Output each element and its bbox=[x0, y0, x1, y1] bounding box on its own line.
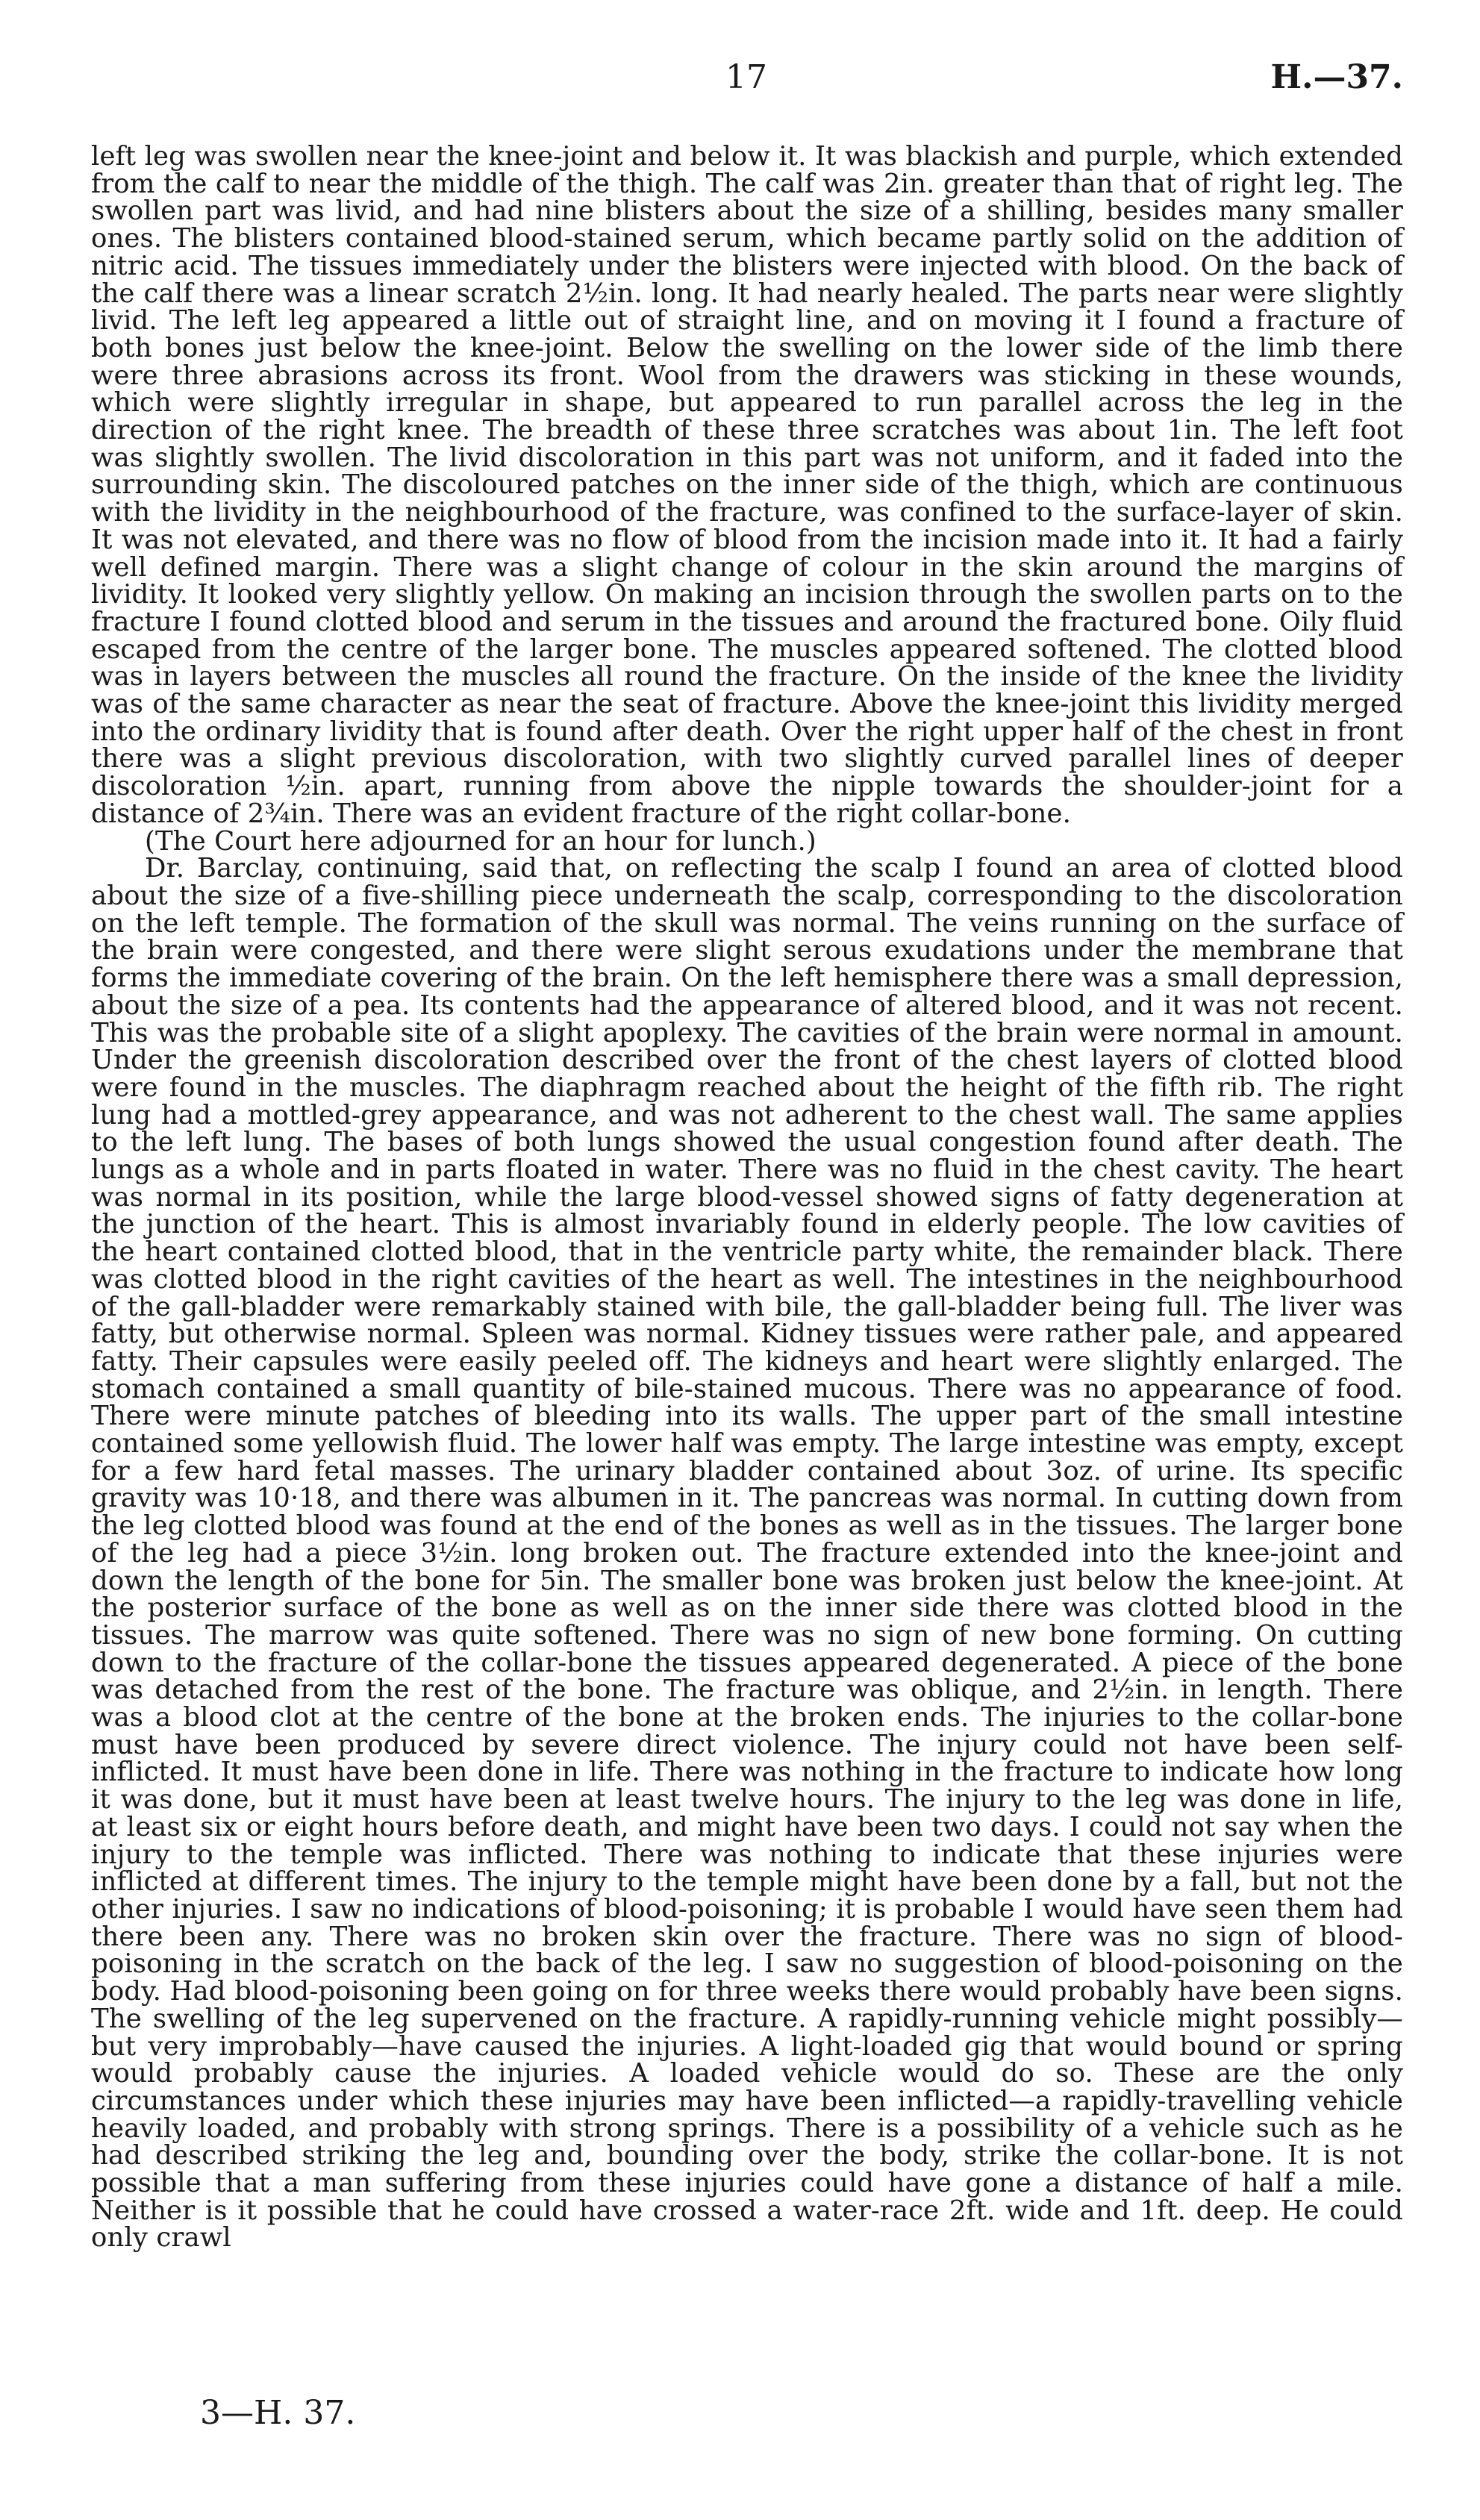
document-reference: H.—37. bbox=[1270, 58, 1403, 96]
page-header bbox=[90, 58, 1403, 110]
page-number: 17 bbox=[725, 58, 767, 96]
signature-mark: 3—H. 37. bbox=[200, 2394, 356, 2432]
court-adjournment-note: (The Court here adjourned for an hour for lunch.) bbox=[145, 825, 817, 857]
paragraph-continuation: left leg was swollen near the knee-joint and below it. It was blackish and purple, which extended from the calf to near the middle of the thigh. The calf was 2in. greater than that of right leg. The swollen part was livid, and had nine blisters about the size of a shilling, besides many smaller ones. The blisters contained blood-stained serum, which became partly solid on the addition of nitric acid. The tissues immediately under the blisters were injected with blood. On the back of the calf there was a linear scratch 2½in. long. It had nearly healed. The parts near were slightly livid. The left leg appeared a little out of straight line, and on moving it I found a fracture of both bones just below the knee-joint. Below the swelling on the lower side of the limb there were three abrasions across its front. Wool from the drawers was sticking in these wounds, which were slightly irregular in shape, but appeared to run parallel across the leg in the direction of the right knee. The breadth of these three scratches was about 1in. The left foot was slightly swollen. The livid discoloration in this part was not uniform, and it faded into the surrounding skin. The discoloured patches on the inner side of the thigh, which are continuous with the lividity in the neighbourhood of the fracture, was confined to the surface-layer of skin. It was not elevated, and there was no flow of blood from the incision made into it. It had a fairly well defined margin. There was a slight change of colour in the skin around the margins of lividity. It looked very slightly yellow. On making an incision through the swollen parts on to the fracture I found clotted blood and serum in the tissues and around the fractured bone. Oily fluid escaped from the centre of the larger bone. The muscles appeared softened. The clotted blood was in layers between the muscles all round the fracture. On the inside of the knee the lividity was of the same character as near the seat of fracture. Above the knee-joint this lividity merged into the ordinary lividity that is found after death. Over the right upper half of the chest in front there was a slight previous discoloration, with two slightly curved parallel lines of deeper discoloration ½in. apart, running from above the nipple towards the shoulder-joint for a distance of 2¾in. There was an evident fracture of the right collar-bone. bbox=[91, 141, 1403, 829]
body-text bbox=[91, 143, 1403, 2252]
paragraph-barclay-testimony: Dr. Barclay, continuing, said that, on reflecting the scalp I found an area of clotted blood about the size of a five-shilling piece underneath the scalp, corresponding to the discoloration on the left temple. The formation of the skull was normal. The veins running on the surface of the brain were congested, and there were slight serous exudations under the membrane that forms the immediate covering of the brain. On the left hemisphere there was a small depression, about the size of a pea. Its contents had the appearance of altered blood, and it was not recent. This was the probable site of a slight apoplexy. The cavities of the brain were normal in amount. Under the greenish discoloration described over the front of the chest layers of clotted blood were found in the muscles. The diaphragm reached about the height of the fifth rib. The right lung had a mottled-grey appearance, and was not adherent to the chest wall. The same applies to the left lung. The bases of both lungs showed the usual congestion found after death. The lungs as a whole and in parts floated in water. There was no fluid in the chest cavity. The heart was normal in its position, while the large blood-vessel showed signs of fatty degeneration at the junction of the heart. This is almost invariably found in elderly people. The low cavities of the heart contained clotted blood, that in the ventricle party white, the remainder black. There was clotted blood in the right cavities of the heart as well. The intestines in the neighbourhood of the gall-bladder were remarkably stained with bile, the gall-bladder being full. The liver was fatty, but otherwise normal. Spleen was normal. Kidney tissues were rather pale, and appeared fatty. Their capsules were easily peeled off. The kidneys and heart were slightly enlarged. The stomach contained a small quantity of bile-stained mucous. There was no appearance of food. There were minute patches of bleeding into its walls. The upper part of the small intestine contained some yellowish fluid. The lower half was empty. The large intestine was empty, except for a few hard fetal masses. The urinary bladder contained about 3oz. of urine. Its specific gravity was 10·18, and there was albumen in it. The pancreas was normal. In cutting down from the leg clotted blood was found at the end of the bones as well as in the tissues. The larger bone of the leg had a piece 3½in. long broken out. The fracture extended into the knee-joint and down the length of the bone for 5in. The smaller bone was broken just below the knee-joint. At the posterior surface of the bone as well as on the inner side there was clotted blood in the tissues. The marrow was quite softened. There was no sign of new bone forming. On cutting down to the fracture of the collar-bone the tissues appeared degenerated. A piece of the bone was detached from the rest of the bone. The fracture was oblique, and 2½in. in length. There was a blood clot at the centre of the bone at the broken ends. The injuries to the collar-bone must have been produced by severe direct violence. The injury could not have been self-inflicted. It must have been done in life. There was nothing in the fracture to indicate how long it was done, but it must have been at least twelve hours. The injury to the leg was done in life, at least six or eight hours before death, and might have been two days. I could not say when the injury to the temple was inflicted. There was nothing to indicate that these injuries were inflicted at different times. The injury to the temple might have been done by a fall, but not the other injuries. I saw no indications of blood-poisoning; it is probable I would have seen them had there been any. There was no broken skin over the fracture. There was no sign of blood-poisoning in the scratch on the back of the leg. I saw no suggestion of blood-poisoning on the body. Had blood-poisoning been going on for three weeks there would probably have been signs. The swelling of the leg supervened on the fracture. A rapidly-running vehicle might possibly—but very improbably—have caused the injuries. A light-loaded gig that would bound or spring would probably cause the injuries. A loaded vehicle would do so. These are the only circumstances under which these injuries may have been inflicted—a rapidly-travelling vehicle heavily loaded, and probably with strong springs. There is a possibility of a vehicle such as he had described striking the leg and, bounding over the body, strike the collar-bone. It is not possible that a man suffering from these injuries could have gone a distance of half a mile. Neither is it possible that he could have crossed a water-race 2ft. wide and 1ft. deep. He could only crawl bbox=[91, 853, 1403, 2254]
